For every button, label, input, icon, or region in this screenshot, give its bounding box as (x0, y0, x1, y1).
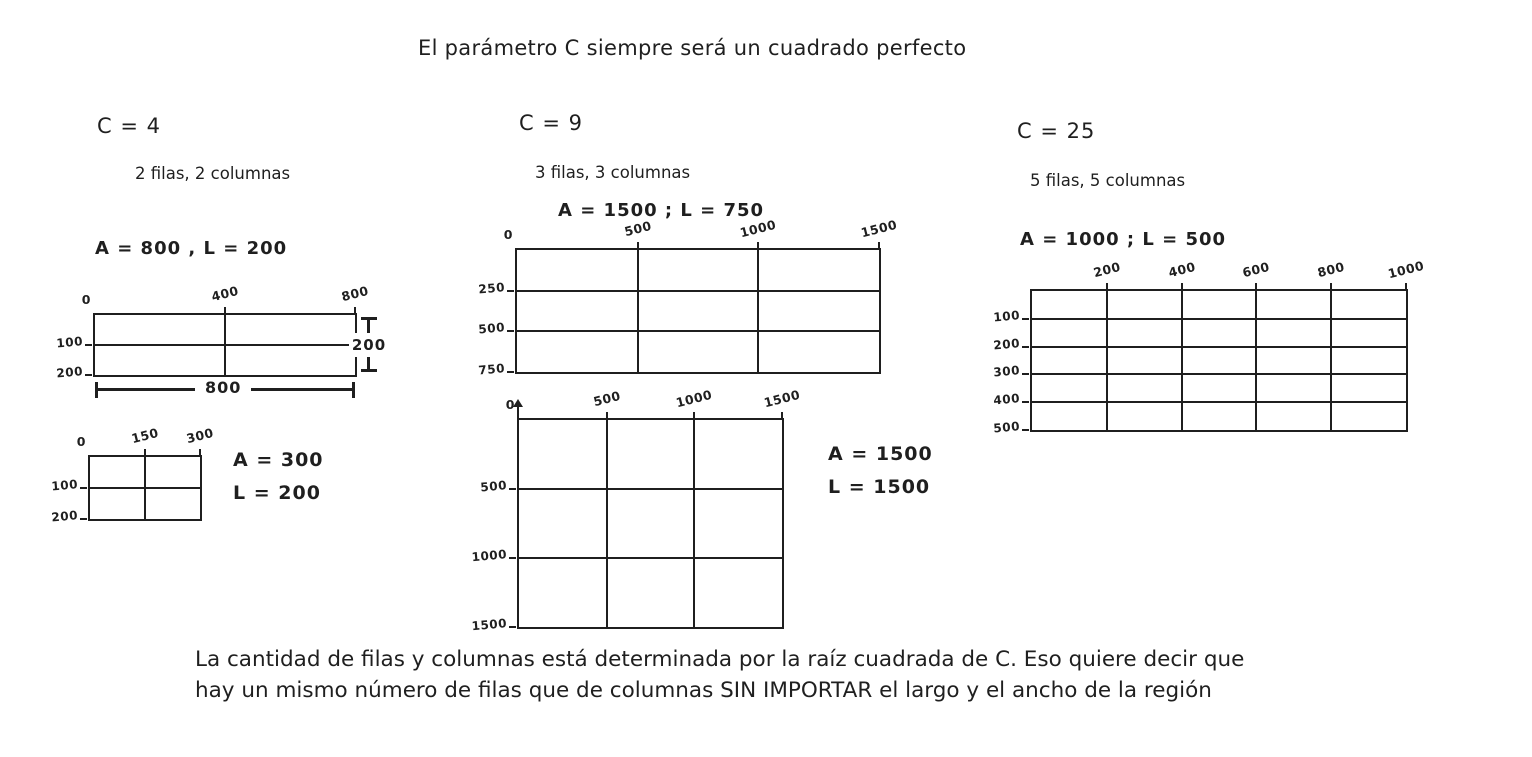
grid-c9-square-note-l: L = 1500 (828, 476, 931, 498)
y-axis-tick (85, 374, 92, 376)
x-axis-tick (1255, 283, 1257, 291)
grid-c25 (992, 257, 1426, 436)
grid-c9-wide (477, 216, 899, 378)
x-axis-tick (757, 242, 759, 250)
x-axis-tick (878, 242, 880, 250)
grid-vline (757, 250, 759, 372)
grid-vline (1106, 291, 1108, 430)
y-tick-label: 200 (50, 508, 79, 525)
grid-vline (637, 250, 639, 372)
grid-hline (1032, 346, 1406, 348)
x-axis-tick (693, 412, 695, 420)
grid-c9-square-note (828, 438, 933, 504)
grid-hline (519, 557, 782, 559)
section-c9-label: C = 9 (519, 111, 583, 135)
x-axis-tick (144, 449, 146, 457)
x-tick-label: 200 (1091, 258, 1122, 281)
y-tick-label: 100 (992, 307, 1021, 325)
y-axis-tick (509, 488, 516, 490)
grid-c4-small-note-a: A = 300 (233, 449, 324, 471)
section-c25-label: C = 25 (1017, 119, 1096, 143)
y-tick-label: 200 (55, 364, 84, 381)
y-tick-label: 200 (992, 335, 1021, 353)
grid-c4-small-note-l: L = 200 (233, 482, 321, 504)
x-tick-label: 300 (184, 424, 216, 447)
grid-hline (1032, 373, 1406, 375)
grid-c4-small (50, 424, 216, 525)
x-axis-tick (224, 307, 226, 315)
height-bracket-cap-top (361, 317, 377, 320)
x-axis-tick (606, 412, 608, 420)
y-tick-label: 300 (992, 363, 1021, 380)
y-tick-label: 250 (477, 279, 506, 297)
x-tick-label: 800 (1315, 258, 1347, 281)
section-c9-layout: 3 filas, 3 columnas (535, 163, 691, 182)
grid-hline (90, 487, 200, 489)
width-bracket-cap-left (95, 382, 98, 398)
y-axis-tick (1022, 373, 1029, 375)
y-tick-label: 500 (992, 419, 1021, 436)
x-tick-label: 150 (129, 424, 161, 447)
x-tick-label: 800 (339, 282, 371, 305)
section-c4-label: C = 4 (97, 114, 161, 138)
height-bracket-label: 200 (349, 333, 389, 357)
section-c4-layout: 2 filas, 2 columnas (135, 164, 291, 183)
y-tick-label: 100 (55, 334, 84, 351)
section-c25-layout: 5 filas, 5 columnas (1030, 171, 1186, 190)
x-tick-label: 1000 (674, 386, 714, 411)
x-axis-tick (354, 307, 356, 315)
x-axis-tick (1330, 283, 1332, 291)
y-tick-label: 1000 (471, 547, 508, 565)
y-axis-tick (1022, 429, 1029, 431)
y-tick-label: 500 (479, 478, 508, 495)
footer-line-2: hay un mismo número de filas que de columnas SIN IMPORTAR el largo y el ancho de la región (195, 678, 1212, 703)
grid-vline (1255, 291, 1257, 430)
grid-c4-small-note (233, 444, 324, 510)
x-axis-tick (781, 412, 783, 420)
grid-hline (517, 290, 879, 292)
x-tick-label: 500 (622, 217, 653, 240)
x-tick-label: 1000 (738, 216, 779, 241)
y-axis-tick (509, 626, 516, 628)
x-tick-label: 1500 (859, 216, 899, 241)
grid-vline (1181, 291, 1183, 430)
y-axis-tick (1022, 346, 1029, 348)
grid-vline (1330, 291, 1332, 430)
x-axis-tick (1106, 283, 1108, 291)
x-tick-label: 1500 (762, 386, 802, 411)
grid-hline (517, 330, 879, 332)
y-tick-label: 500 (477, 320, 506, 337)
x-axis-tick (637, 242, 639, 250)
grid-hline (1032, 318, 1406, 320)
x-tick-label: 1000 (1386, 257, 1426, 282)
y-tick-label: 1500 (471, 616, 508, 634)
x-axis-tick (1181, 283, 1183, 291)
x-tick-label: 0 (505, 397, 515, 412)
x-axis-tick (199, 449, 201, 457)
width-bracket-label: 800 (195, 378, 251, 397)
y-axis-tick (509, 557, 516, 559)
y-tick-label: 400 (992, 391, 1021, 408)
footer-explanation (195, 644, 1244, 706)
grid-hline (95, 344, 355, 346)
y-axis-arrow-stem (517, 406, 519, 420)
section-c4-params: A = 800 , L = 200 (95, 238, 288, 259)
y-axis-tick (507, 371, 514, 373)
grid-vline (606, 420, 608, 627)
y-axis-tick (80, 487, 87, 489)
grid-hline (519, 488, 782, 490)
grid-c9-square (471, 386, 802, 634)
y-axis-tick (507, 290, 514, 292)
section-c25-params: A = 1000 ; L = 500 (1020, 229, 1227, 250)
y-axis-tick (80, 518, 87, 520)
y-axis-tick (1022, 318, 1029, 320)
y-tick-label: 750 (477, 361, 506, 378)
grid-vline (693, 420, 695, 627)
x-tick-label: 0 (503, 227, 513, 242)
section-c9-params: A = 1500 ; L = 750 (558, 200, 765, 221)
x-tick-label: 0 (81, 292, 91, 307)
grid-c9-square-note-a: A = 1500 (828, 443, 933, 465)
y-axis-tick (1022, 401, 1029, 403)
y-axis-tick (507, 330, 514, 332)
x-axis-tick (1405, 283, 1407, 291)
y-tick-label: 100 (50, 477, 79, 494)
height-bracket-cap-bottom (361, 369, 377, 372)
x-tick-label: 600 (1241, 258, 1272, 281)
footer-line-1: La cantidad de filas y columnas está determinada por la raíz cuadrada de C. Eso quiere decir que (195, 647, 1245, 672)
x-tick-label: 500 (591, 387, 622, 410)
grid-hline (1032, 401, 1406, 403)
width-bracket-cap-right (352, 382, 355, 398)
x-tick-label: 400 (1166, 258, 1197, 281)
x-tick-label: 0 (76, 434, 86, 449)
x-tick-label: 400 (209, 282, 241, 305)
grid-c4-main (55, 282, 387, 397)
page-title: El parámetro C siempre será un cuadrado perfecto (418, 36, 967, 60)
y-axis-arrow-icon (513, 399, 523, 407)
y-axis-tick (85, 344, 92, 346)
